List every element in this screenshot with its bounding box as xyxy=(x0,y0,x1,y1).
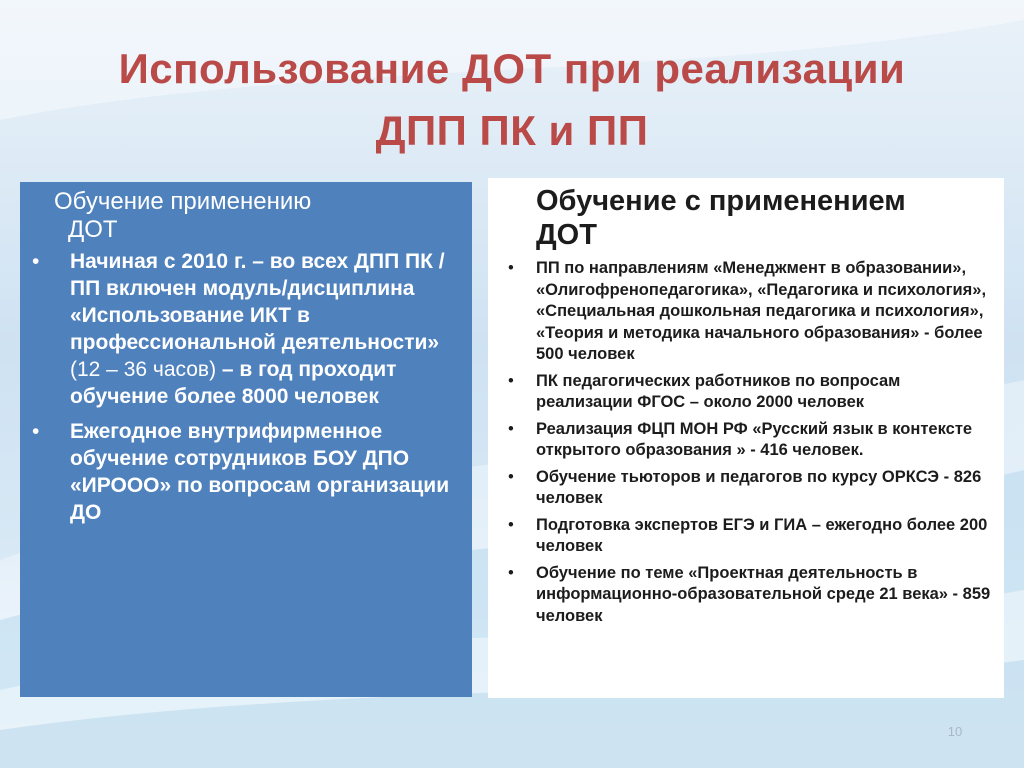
right-list-item xyxy=(502,515,994,558)
left-item-1-bold-start: Начиная с 2010 г. – во всех ДПП ПК / ПП включен модуль/дисциплина «Использование ИКТ в профессиональной деятельности» xyxy=(70,250,445,354)
left-item-2-text: Ежегодное внутрифирменное обучение сотрудников БОУ ДПО «ИРООО» по вопросам организации ДО xyxy=(70,420,450,524)
right-panel-heading-line-2: ДОТ xyxy=(536,219,597,251)
left-panel-heading-line-1: Обучение применению xyxy=(54,188,312,215)
slide-title-line-2: ДПП ПК и ПП xyxy=(375,107,649,154)
right-list-item xyxy=(502,563,994,628)
right-panel xyxy=(488,178,1004,698)
right-list-item xyxy=(502,371,994,414)
left-list-item xyxy=(30,418,458,526)
right-item-text: Подготовка экспертов ЕГЭ и ГИА – ежегодно более 200 человек xyxy=(536,515,988,555)
right-panel-heading xyxy=(536,184,994,252)
right-panel-heading-line-1: Обучение с применением xyxy=(536,185,906,217)
bullet-icon: • xyxy=(508,467,514,486)
right-item-text: ПП по направлениям «Менеджмент в образовании», «Олигофренопедагогика», «Педагогика и психология», «Специальная дошкольная педагогика и психология», «Теория и методика начального образования» - более 500 человек xyxy=(536,259,987,363)
right-item-text: ПК педагогических работников по вопросам реализации ФГОС – около 2000 человек xyxy=(536,371,901,411)
left-panel-list xyxy=(30,248,458,526)
slide-title-line-1: Использование ДОТ при реализации xyxy=(118,45,906,92)
right-list-item xyxy=(502,419,994,462)
left-item-1-normal-part: (12 – 36 часов) xyxy=(70,358,222,381)
left-item-1-bold-end: – в год проходит обучение более 8000 человек xyxy=(70,358,397,408)
left-panel-heading-line-2: ДОТ xyxy=(68,216,118,243)
right-list-item xyxy=(502,467,994,510)
right-panel-list xyxy=(502,258,994,627)
right-item-text: Обучение тьюторов и педагогов по курсу ОРКСЭ - 826 человек xyxy=(536,467,982,507)
bullet-icon: • xyxy=(508,259,514,277)
bullet-icon: • xyxy=(32,250,40,273)
bullet-icon: • xyxy=(508,419,514,438)
bullet-icon: • xyxy=(508,515,514,534)
right-item-text: Обучение по теме «Проектная деятельность в информационно-образовательной среде 21 века» - 859 человек xyxy=(536,563,991,625)
slide-title xyxy=(60,38,964,162)
page-number: 10 xyxy=(947,724,963,739)
left-list-item xyxy=(30,248,458,410)
right-item-text: Реализация ФЦП МОН РФ «Русский язык в контексте открытого образования » - 416 человек. xyxy=(536,419,973,459)
left-panel xyxy=(20,182,472,697)
left-panel-heading xyxy=(54,188,458,244)
bullet-icon: • xyxy=(508,563,514,582)
bullet-icon: • xyxy=(508,371,514,390)
bullet-icon: • xyxy=(32,420,40,443)
right-list-item xyxy=(502,258,994,366)
